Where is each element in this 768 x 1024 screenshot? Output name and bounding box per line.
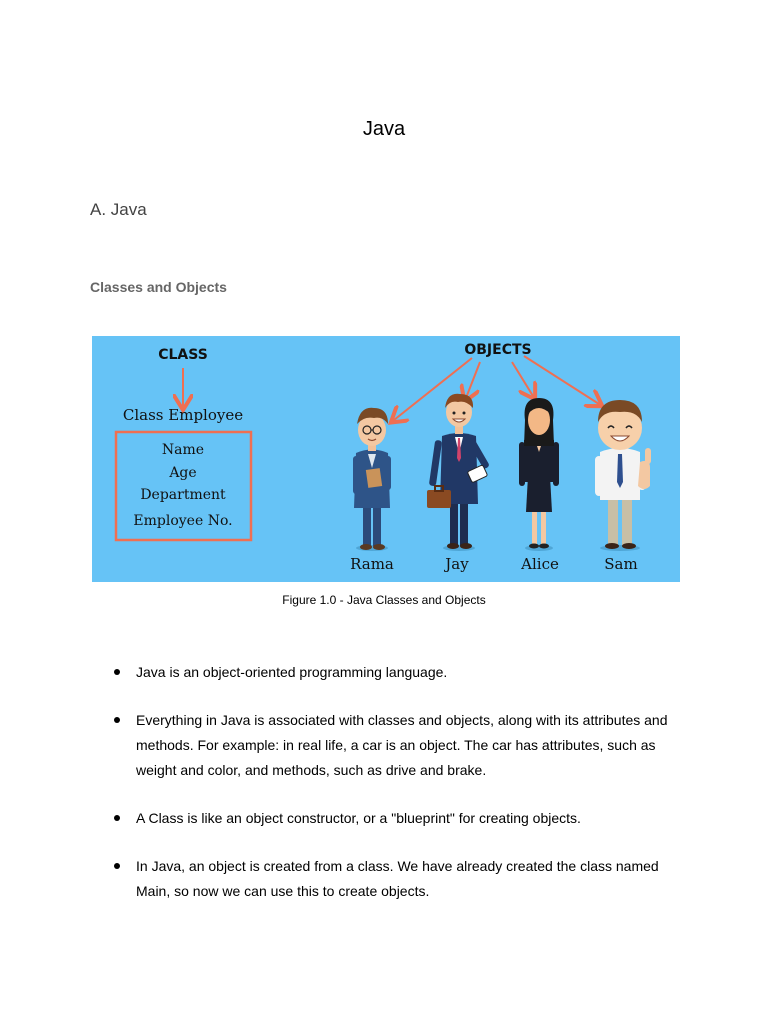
object-label-sam: Sam [604,555,638,573]
person-alice-figure [519,398,559,551]
attribute-label: Employee No. [133,513,233,529]
class-name-label: Class Employee [122,406,244,424]
person-rama-figure [353,408,391,551]
object-arrow [524,356,599,404]
list-item-text: Java is an object-oriented programming language. [136,664,448,680]
class-header: CLASS [158,347,208,363]
class-objects-figure [92,336,680,582]
attribute-label: Age [169,465,197,481]
list-item-text: In Java, an object is created from a class. We have already created the class named Main, so now we can use this to create objects. [136,858,659,899]
section-heading: A. Java [90,200,147,219]
list-item-text: Everything in Java is associated with classes and objects, along with its attributes and methods. For example: in real life, a car is an object. The car has attributes, such as weight and color, and methods, such as drive and brake. [136,712,668,778]
subsection-heading: Classes and Objects [90,279,227,295]
object-label-alice: Alice [521,555,559,573]
objects-header: OBJECTS [464,342,532,358]
bullet-icon [114,669,120,675]
attribute-label: Name [161,442,205,458]
list-item [110,854,670,904]
bullet-icon [114,863,120,869]
attribute-label: Department [140,487,226,503]
person-sam-figure [595,400,651,551]
list-item-text: A Class is like an object constructor, or a "blueprint" for creating objects. [136,810,581,826]
person-jay-figure [427,394,490,551]
object-arrow [512,362,533,396]
figure-illustration [92,336,680,582]
list-item [110,660,670,685]
bullet-icon [114,717,120,723]
list-item [110,708,670,783]
figure-caption: Figure 1.0 - Java Classes and Objects [282,593,486,607]
bullet-list [110,660,670,927]
object-arrow [466,362,480,398]
object-label-jay: Jay [445,555,469,573]
bullet-icon [114,815,120,821]
list-item [110,806,670,831]
document-title: Java [362,118,406,140]
object-label-rama: Rama [350,555,394,573]
